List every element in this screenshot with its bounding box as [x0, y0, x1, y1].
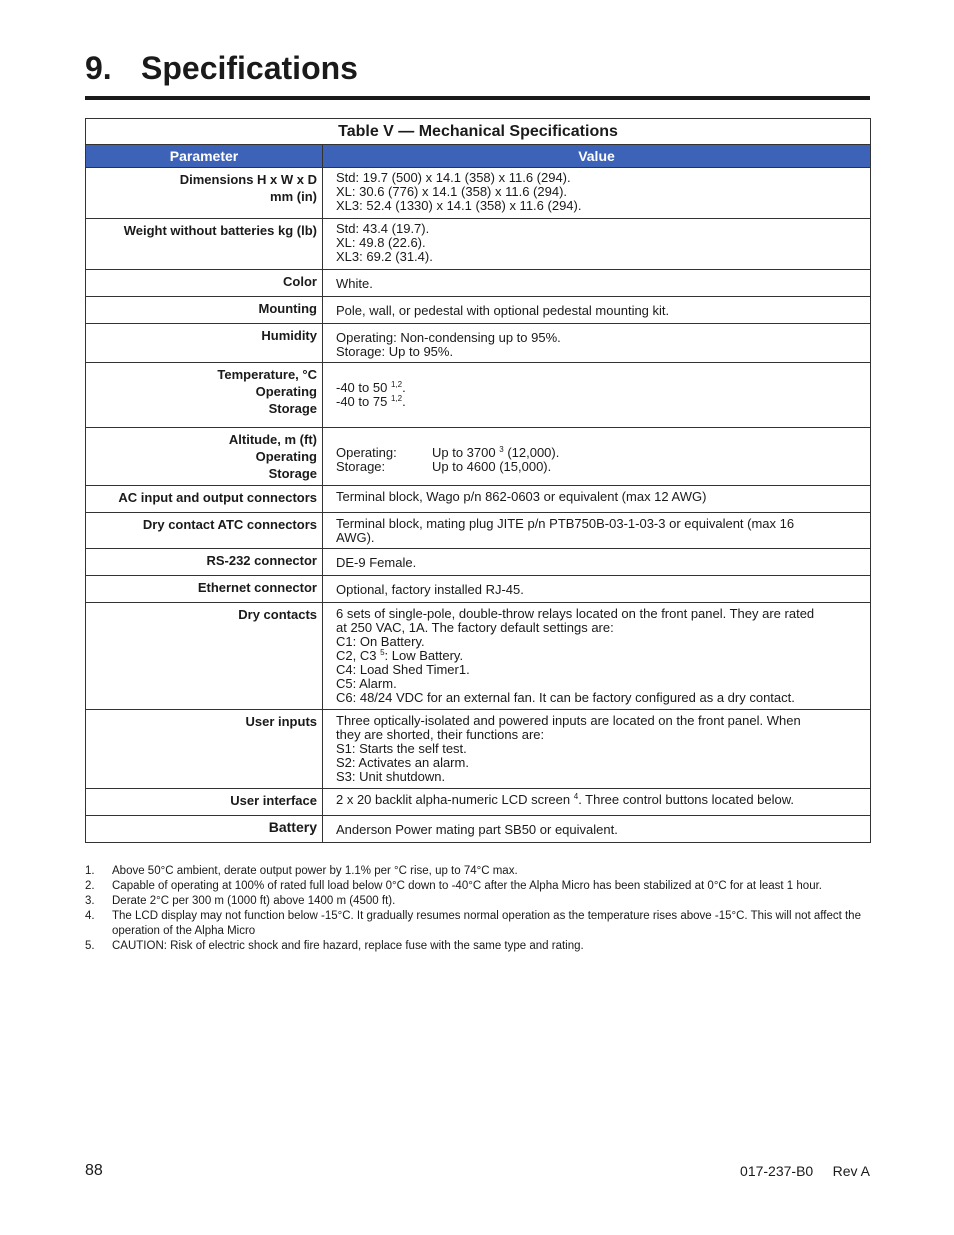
value-cell: Terminal block, mating plug JITE p/n PTB750B-03-1-03-3 or equivalent (max 16 AWG). — [323, 513, 871, 549]
param-cell: Weight without batteries kg (lb) — [86, 219, 323, 270]
param-cell: Mounting — [86, 297, 323, 324]
footnote: 3. Derate 2°C per 300 m (1000 ft) above 1400 m (4500 ft). — [85, 895, 396, 907]
value-cell: Std: 43.4 (19.7). XL: 49.8 (22.6). XL3: 69.2 (31.4). — [323, 219, 871, 270]
table-row — [86, 363, 871, 428]
footnote: 2. Capable of operating at 100% of rated full load below 0°C down to -40°C after the Alpha Micro has been stabilized at 0°C for at least 1 hour. — [85, 880, 822, 892]
table-row — [86, 710, 871, 789]
section-number: 9. — [85, 50, 112, 86]
value-cell: Operating: Up to 3700 $^3$ (12,000). Storage: Up to 4600 (15,000). — [323, 428, 871, 486]
table-caption: Table V — Mechanical Specifications — [86, 119, 871, 145]
param-cell: User interface — [86, 789, 323, 816]
table-row — [86, 168, 871, 219]
table-row — [86, 270, 871, 297]
table-header-row — [86, 145, 871, 168]
header-parameter: Parameter — [86, 145, 323, 168]
table-row — [86, 324, 871, 363]
header-value: Value — [323, 145, 871, 168]
value-cell: Std: 19.7 (500) x 14.1 (358) x 11.6 (294). XL: 30.6 (776) x 14.1 (358) x 11.6 (294). XL3: 52.4 (1330) x 14.1 (358) x 11.6 (294). — [323, 168, 871, 219]
param-cell: User inputs — [86, 710, 323, 789]
footnote: 5. CAUTION: Risk of electric shock and fire hazard, replace fuse with the same type and rating. — [85, 940, 584, 952]
value-cell: Pole, wall, or pedestal with optional pedestal mounting kit. — [323, 297, 871, 324]
section-title-text: Specifications — [141, 50, 358, 86]
table-row — [86, 428, 871, 486]
param-cell: Battery — [86, 816, 323, 843]
table-row — [86, 513, 871, 549]
footnote: 1. Above 50°C ambient, derate output power by 1.1% per °C rise, up to 74°C max. — [85, 865, 518, 877]
param-cell: Temperature, °C Operating Storage — [86, 363, 323, 428]
param-cell: Altitude, m (ft) Operating Storage — [86, 428, 323, 486]
page-number: 88 — [85, 1162, 103, 1179]
table-caption-row — [86, 119, 871, 145]
value-cell: 2 x 20 backlit alpha-numeric LCD screen $^4$. Three control buttons located below. — [323, 789, 871, 816]
param-cell: RS-232 connector — [86, 549, 323, 576]
table-row — [86, 789, 871, 816]
table-row — [86, 603, 871, 710]
param-cell: Dimensions H x W x D mm (in) — [86, 168, 323, 219]
table-row — [86, 549, 871, 576]
value-cell: Operating: Non-condensing up to 95%. Storage: Up to 95%. — [323, 324, 871, 363]
value-cell: -40 to 50 $^{1,2}$. -40 to 75 $^{1,2}$. — [323, 363, 871, 428]
section-title — [85, 50, 358, 87]
table-row — [86, 816, 871, 843]
title-rule — [85, 96, 870, 100]
value-cell: Anderson Power mating part SB50 or equivalent. — [323, 816, 871, 843]
value-cell: Three optically-isolated and powered inputs are located on the front panel. When they are shorted, their functions are: S1: Starts the self test. S2: Activates an alarm. S3: Unit shutdown. — [323, 710, 871, 789]
value-cell: 6 sets of single-pole, double-throw relays located on the front panel. They are rated at 250 VAC, 1A. The factory default settings are: C1: On Battery. C2, C3 $^5$: Low Battery. C4: Load Shed Timer1. C5: Alarm. C6: 48/24 VDC for an external fan. It can be factory configured as a dry contact. — [323, 603, 871, 710]
mechanical-specifications-table — [85, 118, 871, 843]
value-cell: DE-9 Female. — [323, 549, 871, 576]
document-id: 017-237-B0 Rev A — [740, 1163, 870, 1179]
value-cell: White. — [323, 270, 871, 297]
param-cell: Humidity — [86, 324, 323, 363]
param-cell: Dry contact ATC connectors — [86, 513, 323, 549]
param-cell: Ethernet connector — [86, 576, 323, 603]
footnote: 4. The LCD display may not function below -15°C. It gradually resumes normal operation as the temperature rises above -15°C. This will not affect the operation of the Alpha Micro — [85, 910, 861, 937]
param-cell: AC input and output connectors — [86, 486, 323, 513]
value-cell: Terminal block, Wago p/n 862-0603 or equivalent (max 12 AWG) — [323, 486, 871, 513]
table-row — [86, 576, 871, 603]
table-row — [86, 297, 871, 324]
table-row — [86, 219, 871, 270]
param-cell: Color — [86, 270, 323, 297]
value-cell: Optional, factory installed RJ-45. — [323, 576, 871, 603]
param-cell: Dry contacts — [86, 603, 323, 710]
footnotes — [85, 864, 875, 954]
table-row — [86, 486, 871, 513]
